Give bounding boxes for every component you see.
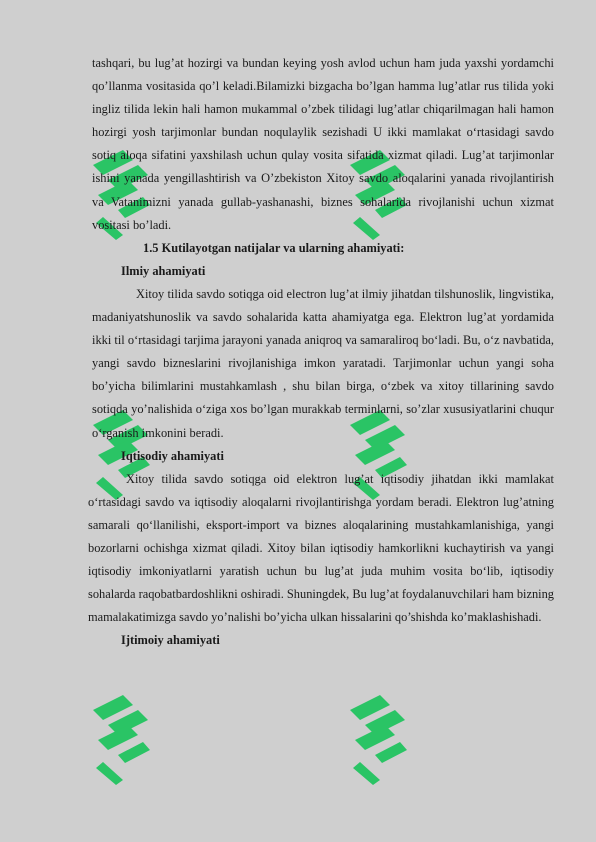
watermark-icon bbox=[88, 690, 158, 785]
watermark-icon bbox=[345, 690, 415, 785]
subheading-ilmiy: Ilmiy ahamiyati bbox=[121, 263, 206, 278]
paragraph-intro: tashqari, bu lug’at hozirgi va bundan keying yosh avlod uchun ham juda yaxshi yordamchi qo’llanma vositasida qo’l keladi.Bilamizki bizgacha bo’lgan hamma lug’atlar rus tilida yoki ingliz tilida lekin hali hamon mukammal o’zbek tilidagi lug’atlar chiqarilmagan hali hamon hozirgi yosh tarjimonlar bundan noqulaylik sezishadi U ikki mamlakat o‘rtasidagi savdo sotiq aloqa sifatini yaxshilash uchun qulay vosita sifatida xizmat qiladi. Lug’at tarjimonlar ishini yanada yengillashtirish va O’zbekiston Xitoy savdo aloqalarini yanada rivojlantirish va Vatanimizni yanada gullab-yashanashi, biznes sohalarida rivojlanishi uchun xizmat vositasi bo’ladi. bbox=[92, 56, 554, 232]
subheading-ijtimoiy: Ijtimoiy ahamiyati bbox=[121, 633, 220, 648]
paragraph-ilmiy: Xitoy tilida savdo sotiqga oid electron lug’at ilmiy jihatdan tilshunoslik, lingvistika, madaniyatshunoslik va savdo sohalarida katta ahamiyatga ega. Elektron lug’at yordamida ikki til o‘rtasidagi tarjima jarayoni yanada aniqroq va samaraliroq bo‘ladi. Bu, o‘z navbatida, yangi savdo bizneslarini rivojlanishiga imkon yaratadi. Tarjimonlar uchun yangi soha bo’yicha bilimlarini mustahkamlash , shu bilan birga, o‘zbek va xitoy tillarining savdo sotiqda yo’nalishida o‘ziga xos bo’lgan murakkab terminlarni, so’zlar xususiyatlarini chuqur o‘rganish imkonini beradi. bbox=[92, 286, 554, 440]
subheading-iqtisodiy: Iqtisodiy ahamiyati bbox=[121, 448, 224, 463]
document-body bbox=[88, 52, 554, 652]
section-heading: 1.5 Kutilayotgan natijalar va ularning ahamiyati: bbox=[143, 240, 405, 255]
paragraph-iqtisodiy: Xitoy tilida savdo sotiqga oid elektron lug’at iqtisodiy jihatdan ikki mamlakat o‘rtasidagi savdo va iqtisodiy aloqalarni rivojlantirishga yordam beradi. Elektron lug’atning samarali qo‘llanilishi, eksport-import va biznes aloqalarining mustahkamlanishiga, yangi bozorlarni ochishga xizmat qiladi. Xitoy bilan iqtisodiy hamkorlikni kuchaytirish va yangi iqtisodiy imkoniyatlarni yaratish uchun bu lug’at juda muhim vosita bo‘lib, iqtisodiy sohalarda raqobatbardoshlikni oshiradi. Shuningdek, Bu lug’at foydalanuvchilari ham bizning mamalakatimizga savdo yo’nalishi bo’yicha ulkan hissalarini qo’shishda ko’maklashishadi. bbox=[88, 471, 554, 625]
